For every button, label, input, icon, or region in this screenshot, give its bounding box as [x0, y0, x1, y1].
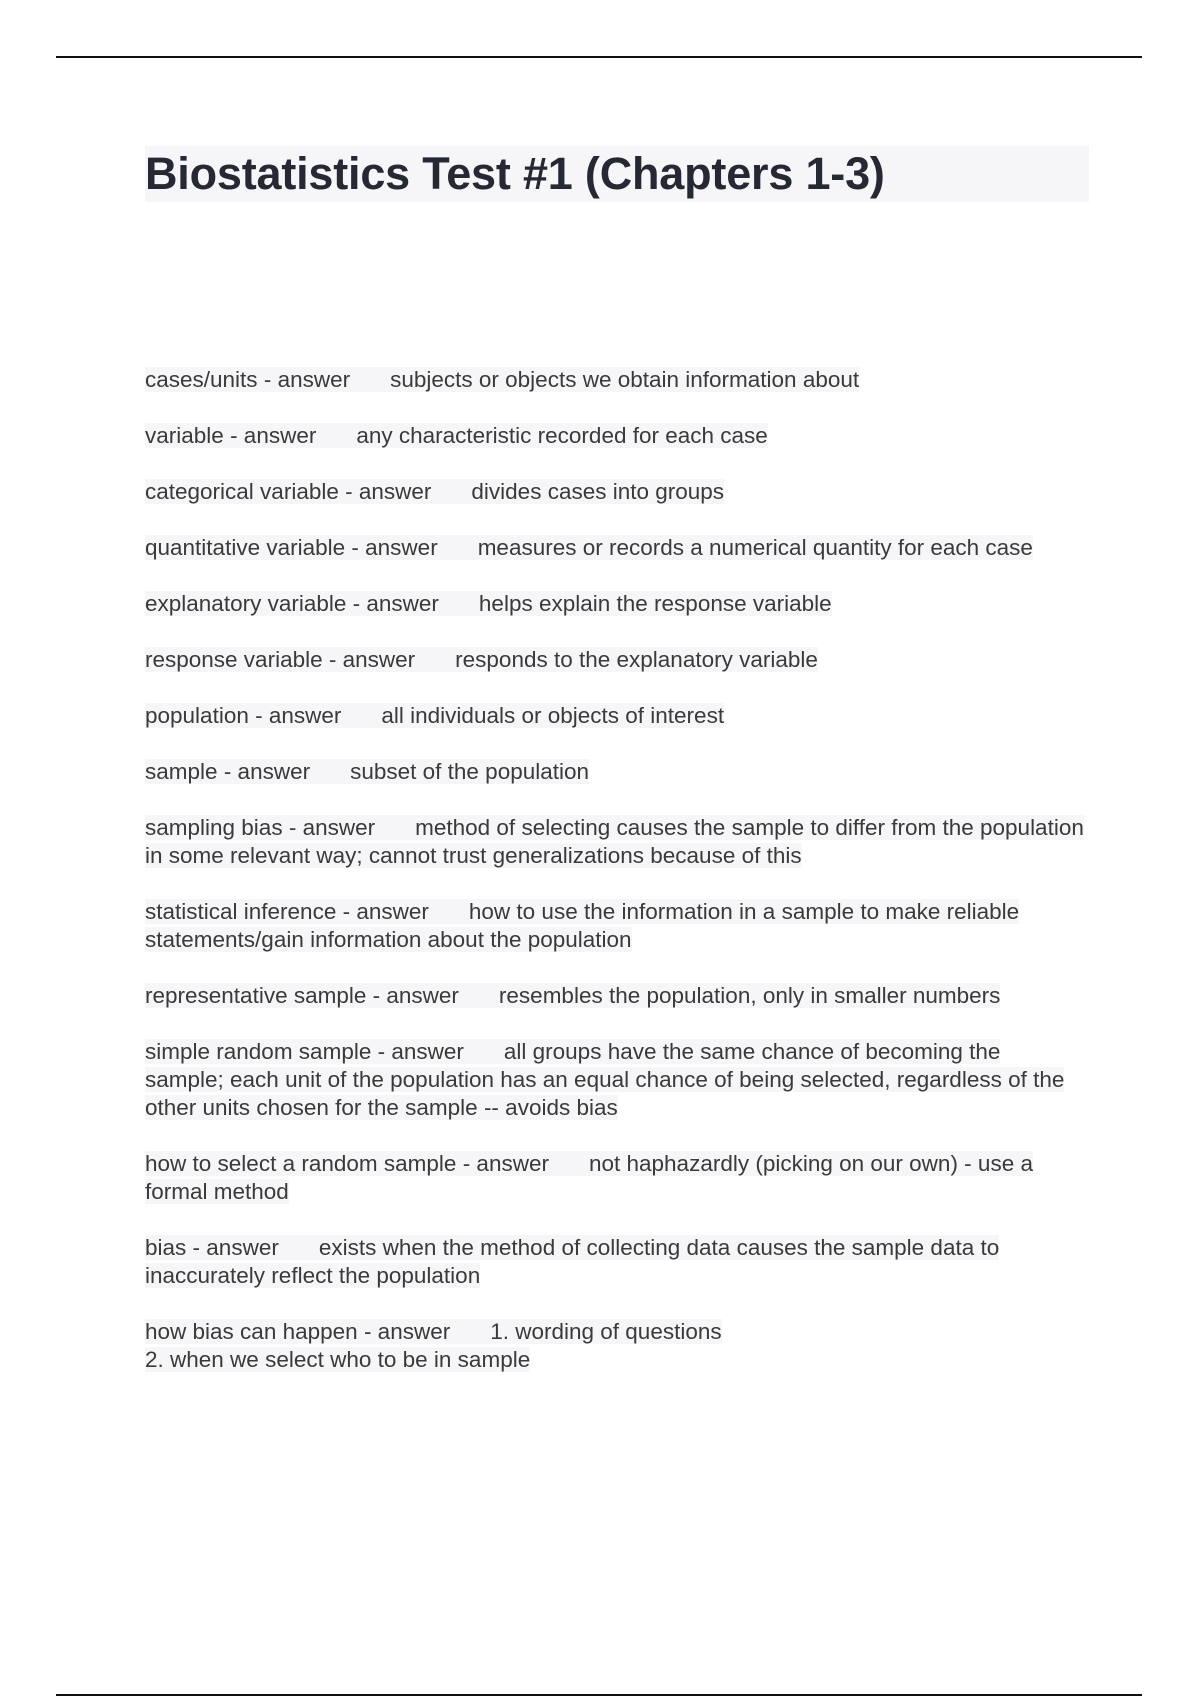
- card-definition: divides cases into groups: [471, 479, 725, 504]
- bottom-rule: [56, 1694, 1142, 1696]
- card-definition: how to use the information in a sample to make reliable statements/gain information about the population: [145, 899, 1020, 952]
- flashcard-item: [145, 478, 1085, 506]
- card-definition: subjects or objects we obtain information about: [390, 367, 860, 392]
- flashcard-item: [145, 590, 1085, 618]
- card-term: sampling bias: [145, 815, 283, 840]
- card-term: simple random sample: [145, 1039, 372, 1064]
- card-definition: all individuals or objects of interest: [381, 703, 725, 728]
- card-definition: exists when the method of collecting data causes the sample data to inaccurately reflect the population: [145, 1235, 1000, 1288]
- card-term: categorical variable: [145, 479, 339, 504]
- flashcard-item: [145, 982, 1085, 1010]
- card-term: explanatory variable: [145, 591, 347, 616]
- card-separator: - answer: [462, 1151, 549, 1176]
- flashcard-item: [145, 898, 1085, 954]
- flashcard-item: [145, 814, 1085, 870]
- card-definition: 1. wording of questions: [490, 1319, 722, 1344]
- card-separator: - answer: [288, 815, 376, 840]
- card-definition: helps explain the response variable: [478, 591, 832, 616]
- card-definition: any characteristic recorded for each case: [356, 423, 768, 448]
- flashcard-item: [145, 422, 1085, 450]
- card-separator: - answer: [192, 1235, 279, 1260]
- card-separator: - answer: [223, 759, 311, 784]
- card-separator: - answer: [351, 535, 438, 560]
- card-separator: - answer: [372, 983, 459, 1008]
- card-separator: - answer: [230, 423, 317, 448]
- card-term: statistical inference: [145, 899, 337, 924]
- card-term: population: [145, 703, 249, 728]
- card-term: representative sample: [145, 983, 367, 1008]
- flashcard-item: [145, 1234, 1085, 1290]
- card-separator: - answer: [352, 591, 439, 616]
- flashcard-item: [145, 1150, 1085, 1206]
- card-separator: - answer: [377, 1039, 464, 1064]
- card-separator: - answer: [328, 647, 416, 672]
- flashcard-item: [145, 1318, 1085, 1374]
- card-definition: responds to the explanatory variable: [455, 647, 818, 672]
- card-definition-line2: 2. when we select who to be in sample: [145, 1347, 531, 1372]
- card-definition: measures or records a numerical quantity for each case: [477, 535, 1033, 560]
- card-separator: - answer: [345, 479, 432, 504]
- card-term: response variable: [145, 647, 323, 672]
- flashcard-item: [145, 758, 1085, 786]
- card-separator: - answer: [255, 703, 342, 728]
- card-term: quantitative variable: [145, 535, 346, 560]
- card-separator: - answer: [363, 1319, 451, 1344]
- top-rule: [56, 56, 1142, 58]
- card-term: variable: [145, 423, 224, 448]
- flashcard-item: [145, 702, 1085, 730]
- card-separator: - answer: [263, 367, 351, 392]
- card-term: bias: [145, 1235, 187, 1260]
- flashcard-list: [145, 366, 1085, 1402]
- page-title: Biostatistics Test #1 (Chapters 1-3): [145, 146, 1089, 202]
- card-definition: not haphazardly (picking on our own) - use a formal method: [145, 1151, 1033, 1204]
- card-definition: resembles the population, only in smaller numbers: [498, 983, 1001, 1008]
- card-term: how bias can happen: [145, 1319, 358, 1344]
- card-term: cases/units: [145, 367, 258, 392]
- card-term: sample: [145, 759, 218, 784]
- flashcard-item: [145, 366, 1085, 394]
- card-term: how to select a random sample: [145, 1151, 457, 1176]
- card-definition: subset of the population: [350, 759, 590, 784]
- card-definition: method of selecting causes the sample to differ from the population in some relevant way; cannot trust generalizations because of this: [145, 815, 1084, 868]
- flashcard-item: [145, 1038, 1085, 1122]
- flashcard-item: [145, 534, 1085, 562]
- card-separator: - answer: [342, 899, 429, 924]
- card-definition: all groups have the same chance of becoming the sample; each unit of the population has an equal chance of being selected, regardless of the other units chosen for the sample -- avoids bias: [145, 1039, 1065, 1120]
- flashcard-item: [145, 646, 1085, 674]
